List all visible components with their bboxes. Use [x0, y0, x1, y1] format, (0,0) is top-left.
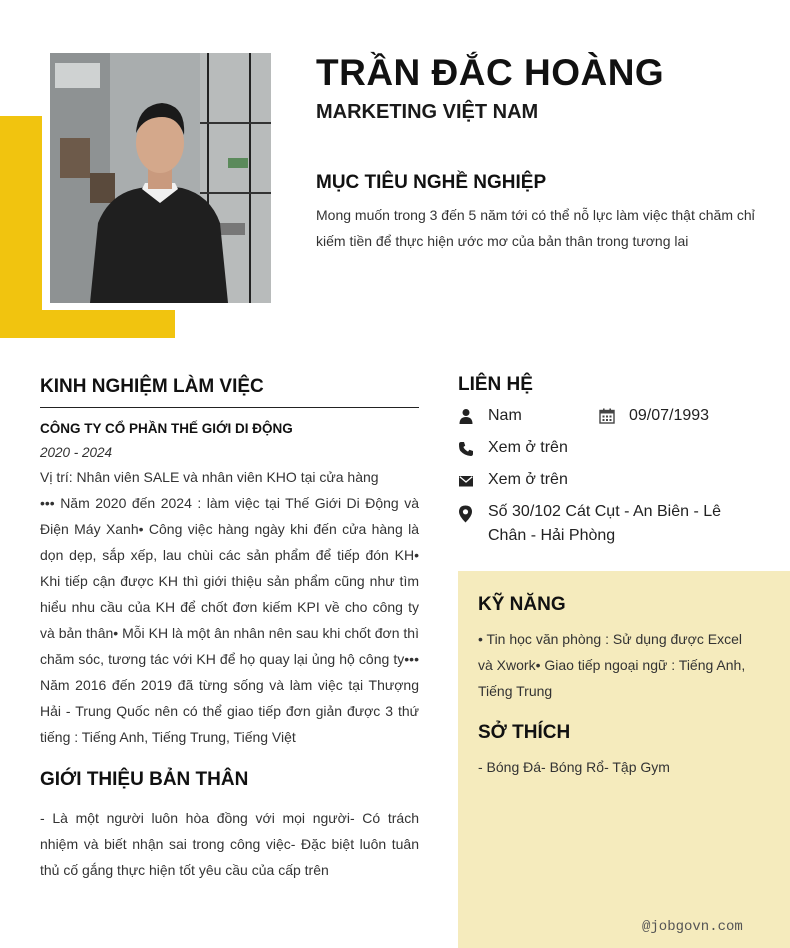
- user-icon: [458, 408, 474, 424]
- phone-icon: [458, 441, 474, 457]
- objective-heading: MỤC TIÊU NGHỀ NGHIỆP: [316, 172, 547, 193]
- watermark: @jobgovn.com: [642, 919, 743, 935]
- email-icon: [458, 473, 474, 489]
- objective-text: Mong muốn trong 3 đến 5 năm tới có thể nỗ lực làm việc thật chăm chỉ kiếm tiền để thực hiện ước mơ của bản thân trong tương lai: [316, 207, 755, 249]
- address-value: Số 30/102 Cát Cụt - An Biên - Lê Chân - Hải Phòng: [488, 503, 722, 544]
- gender-value: Nam: [488, 407, 522, 424]
- email-value: Xem ở trên: [488, 471, 568, 488]
- contact-heading: LIÊN HỆ: [458, 374, 533, 395]
- candidate-name: TRẦN ĐẮC HOÀNG: [316, 52, 665, 93]
- birthday-value: 09/07/1993: [629, 407, 710, 424]
- profile-photo: [50, 53, 271, 303]
- hobbies-text: - Bóng Đá- Bóng Rổ- Tập Gym: [478, 759, 670, 775]
- phone-value: Xem ở trên: [488, 439, 568, 456]
- experience-description: ••• Năm 2020 đến 2024 : làm việc tại Thế Giới Di Động và Điện Máy Xanh• Công việc hàng ngày khi đến cửa hàng là dọn dẹp, sắp xếp, lau chùi các sản phẩm để tiếp đón KH• Khi tiếp cận được KH thì giới thiệu sản phẩm cũng như tìm hiểu nhu cầu của KH để chốt đơn kiếm KPI về cho công ty và bản thân• Mỗi KH là một ân nhân nên sau khi chốt đơn thì chăm sóc, tương tác với KH để họ quay lại ủng hộ công ty••• Năm 2016 đến 2019 đã từng sống và làm việc tại Thượng Hải - Trung Quốc nên có thể giao tiếp đơn giản được 3 thứ tiếng : Tiếng Anh, Tiếng Trung, Tiếng Việt: [40, 495, 419, 745]
- location-pin-icon: [457, 505, 474, 523]
- experience-heading: KINH NGHIỆM LÀM VIỆC: [40, 376, 264, 397]
- hobbies-heading: SỞ THÍCH: [478, 722, 571, 743]
- calendar-icon: [599, 408, 615, 424]
- skills-text: • Tin học văn phòng : Sử dụng được Excel và Xwork• Giao tiếp ngoại ngữ : Tiếng Anh, Tiếng Trung: [478, 631, 746, 699]
- employment-period: 2020 - 2024: [40, 445, 113, 460]
- skills-heading: KỸ NĂNG: [478, 594, 566, 615]
- about-text: - Là một người luôn hòa đồng với mọi người- Có trách nhiệm và biết nhận sai trong công việc- Đặc biệt luôn tuân thủ cố gắng thực hiện tốt yêu cầu của cấp trên: [40, 810, 419, 878]
- job-position: Vị trí: Nhân viên SALE và nhân viên KHO tại cửa hàng: [40, 469, 379, 485]
- company-name: CÔNG TY CỔ PHẦN THẾ GIỚI DI ĐỘNG: [40, 421, 293, 436]
- about-heading: GIỚI THIỆU BẢN THÂN: [40, 769, 249, 790]
- candidate-subtitle: MARKETING VIỆT NAM: [316, 101, 539, 123]
- experience-divider: [40, 407, 419, 408]
